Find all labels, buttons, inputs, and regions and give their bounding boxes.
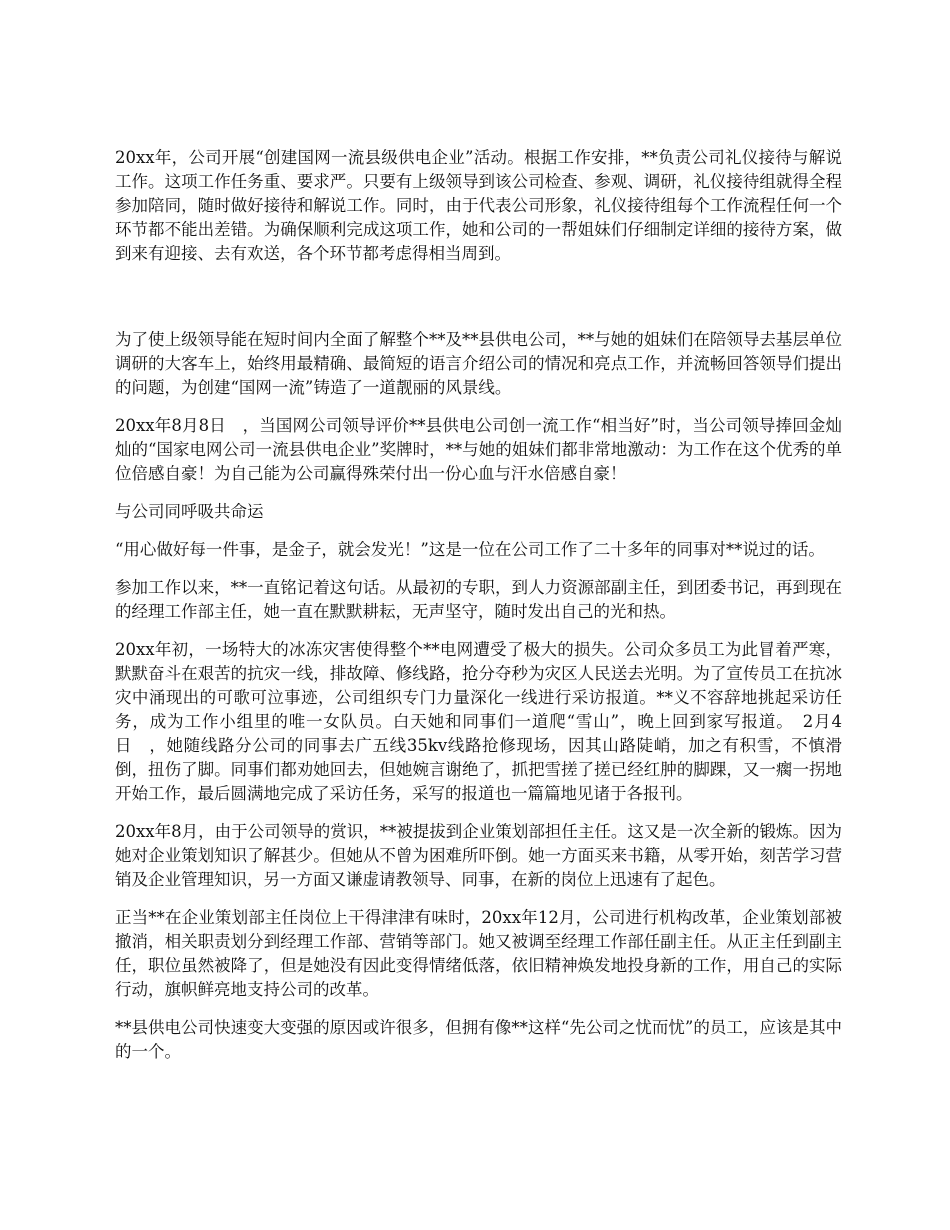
- document-body: [115, 146, 842, 1078]
- paragraph-career: 参加工作以来，**一直铭记着这句话。从最初的专职，到人力资源部副主任，到团委书记，再到现在的经理工作部主任，她一直在默默耕耘，无声坚守，随时发出自己的光和热。: [115, 578, 842, 621]
- paragraph-quote: “用心做好每一件事，是金子，就会发光！”这是一位在公司工作了二十多年的同事对**说过的话。: [115, 540, 825, 559]
- paragraph-conclusion: **县供电公司快速变大变强的原因或许很多，但拥有像**这样“先公司之忧而忧”的员工，应该是其中的一个。: [115, 1018, 842, 1061]
- paragraph-award: 20xx年8月8日 ，当国网公司领导评价**县供电公司创一流工作“相当好”时，当公司领导捧回金灿灿的“国家电网公司一流县供电企业”奖牌时，**与她的姐妹们都非常地激动：为工作在这个优秀的单位倍感自豪！为自己能为公司赢得殊荣付出一份心血与汗水倍感自豪！: [115, 416, 842, 483]
- paragraph-etiquette-work: 20xx年，公司开展“创建国网一流县级供电企业”活动。根据工作安排，**负责公司礼仪接待与解说工作。这项工作任务重、要求严。只要有上级领导到该公司检查、参观、调研，礼仪接待组就得全程参加陪同，随时做好接待和解说工作。同时，由于代表公司形象，礼仪接待组每个工作流程任何一个环节都不能出差错。为确保顺利完成这项工作，她和公司的一帮姐妹们仔细制定详细的接待方案，做到来有迎接、去有欢送，各个环节都考虑得相当周到。: [115, 148, 842, 263]
- paragraph-leader-visit: 为了使上级领导能在短时间内全面了解整个**及**县供电公司，**与她的姐妹们在陪领导去基层单位调研的大客车上，始终用最精确、最简短的语言介绍公司的情况和亮点工作，并流畅回答领导们提出的问题，为创建“国网一流”铸造了一道靓丽的风景线。: [115, 330, 842, 397]
- paragraph-ice-disaster: 20xx年初，一场特大的冰冻灾害使得整个**电网遭受了极大的损失。公司众多员工为此冒着严寒，默默奋斗在艰苦的抗灾一线，排故障、修线路，抢分夺秒为灾区人民送去光明。为了宣传员工在抗冰灾中涌现出的可歌可泣事迹，公司组织专门力量深化一线进行采访报道。**义不容辞地挑起采访任务，成为工作小组里的唯一女队员。白天她和同事们一道爬“雪山”，晚上回到家写报道。 2月4日 ，她随线路分公司的同事去广五线35kv线路抢修现场，因其山路陡峭，加之有积雪，不慎滑倒，扭伤了脚。同事们都劝她回去，但她婉言谢绝了，抓把雪搓了搓已经红肿的脚踝，又一瘸一拐地开始工作，最后圆满地完成了采访任务，采写的报道也一篇篇地见诸于各报刊。: [115, 640, 842, 803]
- paragraph-planning-department: 20xx年8月，由于公司领导的赏识，**被提拔到企业策划部担任主任。这又是一次全新的锻炼。因为她对企业策划知识了解甚少。但她从不曾为困难所吓倒。她一方面买来书籍，从零开始，刻苦学习营销及企业管理知识，另一方面又谦虚请教领导、同事，在新的岗位上迅速有了起色。: [115, 822, 842, 889]
- paragraph-reform: 正当**在企业策划部主任岗位上干得津津有味时，20xx年12月，公司进行机构改革，企业策划部被撤消，相关职责划分到经理工作部、营销等部门。她又被调至经理工作部任副主任。从正主任到副主任，职位虽然被降了，但是她没有因此变得情绪低落，依旧精神焕发地投身新的工作，用自己的实际行动，旗帜鲜亮地支持公司的改革。: [115, 908, 842, 999]
- section-heading: 与公司同呼吸共命运: [115, 502, 264, 521]
